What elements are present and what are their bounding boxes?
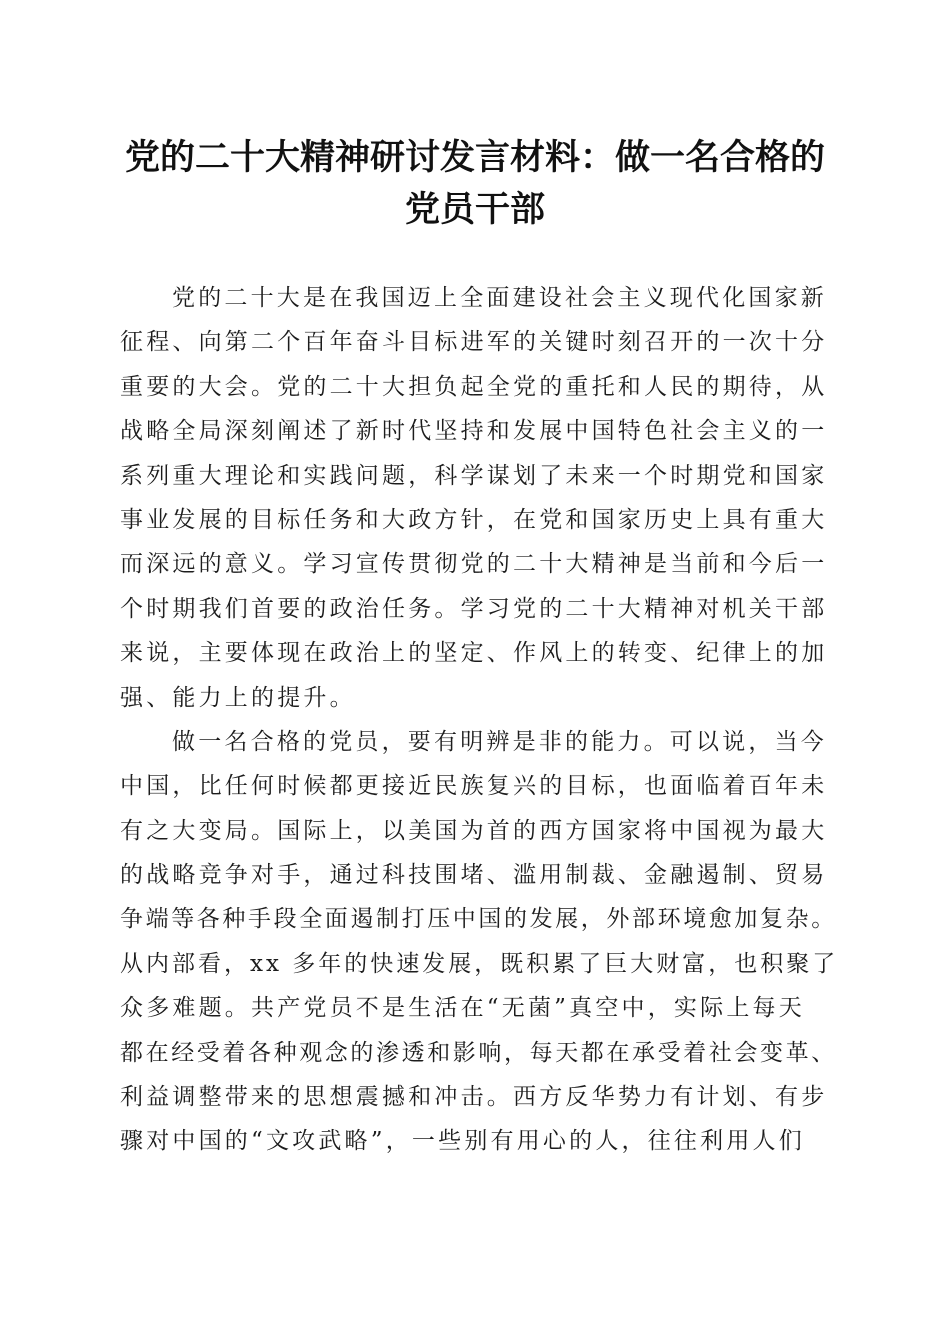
paragraph-2 <box>120 720 840 1164</box>
text-line: 个时期我们首要的政治任务。学习党的二十大精神对机关干部 <box>120 595 828 622</box>
text-line: 重要的大会。党的二十大担负起全党的重托和人民的期待，从 <box>120 373 828 400</box>
document-body <box>120 276 840 1164</box>
text-line: 系列重大理论和实践问题，科学谋划了未来一个时期党和国家 <box>120 462 828 489</box>
paragraph-1 <box>120 276 840 720</box>
text-line: 而深远的意义。学习宣传贯彻党的二十大精神是当前和今后一 <box>120 551 828 578</box>
text-line: 有之大变局。国际上，以美国为首的西方国家将中国视为最大 <box>120 817 828 844</box>
text-line: 事业发展的目标任务和大政方针，在党和国家历史上具有重大 <box>120 506 828 533</box>
title-line: 党员干部 <box>404 190 545 230</box>
document-title <box>110 132 840 236</box>
text-line: 来说，主要体现在政治上的坚定、作风上的转变、纪律上的加 <box>120 640 828 667</box>
text-line: 强、能力上的提升。 <box>120 684 356 711</box>
text-line: 都在经受着各种观念的渗透和影响，每天都在承受着社会变革、 <box>120 1039 837 1066</box>
text-line: 从内部看，xx 多年的快速发展，既积累了巨大财富，也积聚了 <box>120 950 839 977</box>
text-line: 中国，比任何时候都更接近民族复兴的目标，也面临着百年未 <box>120 773 828 800</box>
text-line: 做一名合格的党员，要有明辨是非的能力。可以说，当今 <box>172 728 827 755</box>
text-line: 利益调整带来的思想震撼和冲击。西方反华势力有计划、有步 <box>120 1084 828 1111</box>
text-line: 众多难题。共产党员不是生活在“无菌”真空中，实际上每天 <box>120 995 805 1022</box>
text-line: 战略全局深刻阐述了新时代坚持和发展中国特色社会主义的一 <box>120 418 828 445</box>
text-line: 党的二十大是在我国迈上全面建设社会主义现代化国家新 <box>172 285 827 311</box>
text-line: 争端等各种手段全面遏制打压中国的发展，外部环境愈加复杂。 <box>120 906 837 933</box>
text-line: 的战略竞争对手，通过科技围堵、滥用制裁、金融遏制、贸易 <box>120 862 828 889</box>
text-line: 骤对中国的“文攻武略”，一些别有用心的人，往往利用人们 <box>120 1128 805 1155</box>
title-line: 党的二十大精神研讨发言材料：做一名合格的 <box>124 138 825 178</box>
text-line: 征程、向第二个百年奋斗目标进军的关键时刻召开的一次十分 <box>120 329 828 356</box>
